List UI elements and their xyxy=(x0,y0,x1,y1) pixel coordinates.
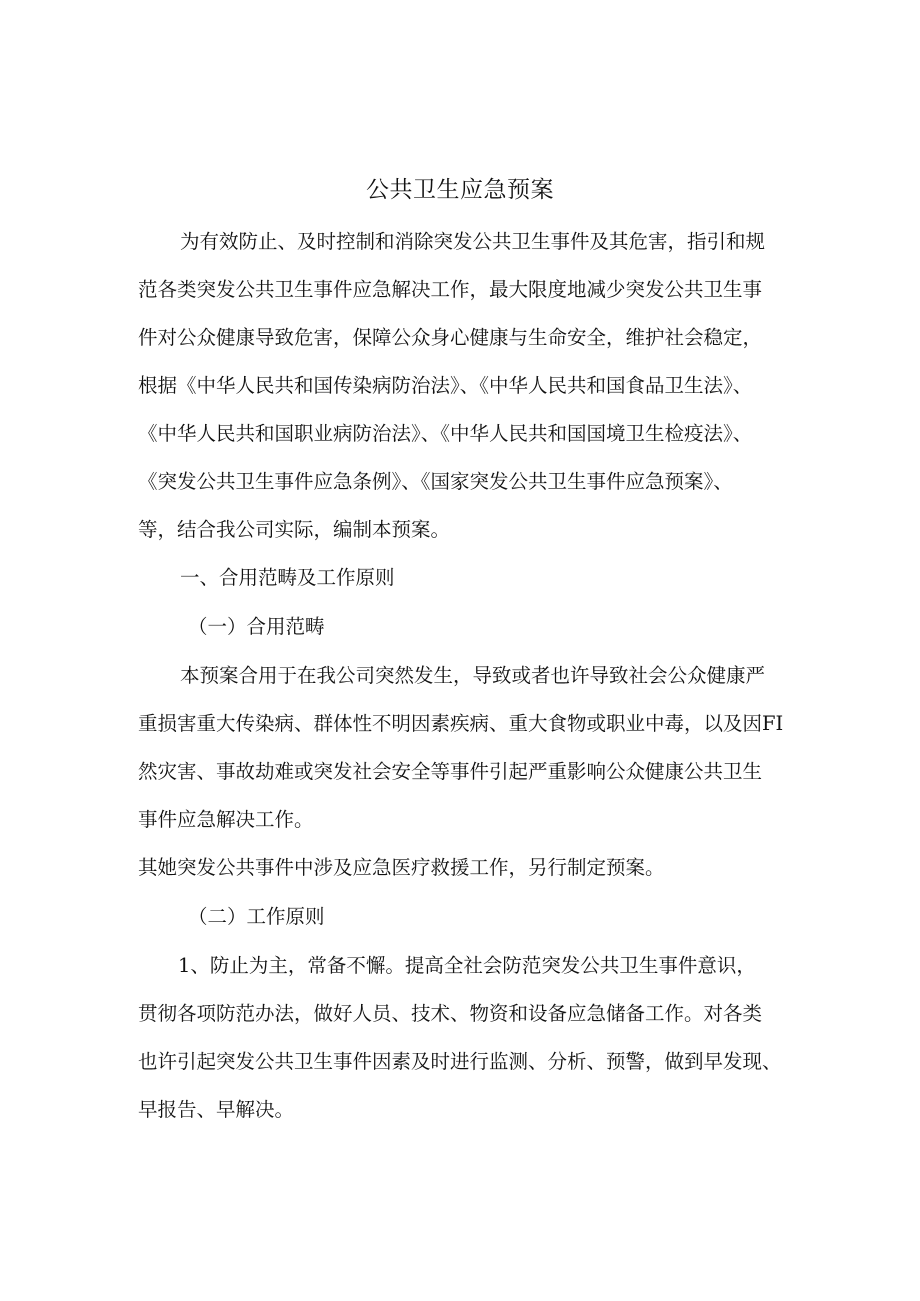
subsection-heading: （二）工作原则 xyxy=(188,905,325,928)
intro-line: 根据《中华人民共和国传染病防治法》、《中华人民共和国食品卫生法》、 xyxy=(138,374,753,397)
intro-line: 范各类突发公共卫生事件应急解决工作，最大限度地减少突发公共卫生事 xyxy=(138,278,763,301)
scope-line: 本预案合用于在我公司突然发生，导致或者也许导致社会公众健康严 xyxy=(180,664,766,687)
intro-line: 件对公众健康导致危害，保障公众身心健康与生命安全，维护社会稳定， xyxy=(138,326,763,349)
scope-line: 重损害重大传染病、群体性不明因素疾病、重大食物或职业中毒，以及因FI xyxy=(138,712,784,735)
section-heading: 一、合用范畴及工作原则 xyxy=(180,566,395,589)
intro-line: 等，结合我公司实际，编制本预案。 xyxy=(138,518,451,541)
principle-line: 早报告、早解决。 xyxy=(138,1098,295,1121)
principle-line: 1、防止为主，常备不懈。提高全社会防范突发公共卫生事件意识， xyxy=(178,954,756,977)
principle-line: 贯彻各项防范办法，做好人员、技术、物资和设备应急储备工作。对各类 xyxy=(138,1002,763,1025)
intro-line: 《中华人民共和国职业病防治法》、《中华人民共和国国境卫生检疫法》、 xyxy=(138,422,753,445)
document-title: 公共卫生应急预案 xyxy=(366,177,554,203)
intro-line: 为有效防止、及时控制和消除突发公共卫生事件及其危害，指引和规 xyxy=(180,230,766,253)
subsection-heading: （一）合用范畴 xyxy=(188,615,325,638)
intro-line: 《突发公共卫生事件应急条例》、《国家突发公共卫生事件应急预案》、 xyxy=(138,470,733,493)
other-line: 其她突发公共事件中涉及应急医疗救援工作，另行制定预案。 xyxy=(138,856,665,879)
scope-line: 事件应急解决工作。 xyxy=(138,808,314,831)
scope-line: 然灾害、事故劫难或突发社会安全等事件引起严重影响公众健康公共卫生 xyxy=(138,760,763,783)
principle-line: 也许引起突发公共卫生事件因素及时进行监测、分析、预警，做到早发现、 xyxy=(138,1050,782,1073)
